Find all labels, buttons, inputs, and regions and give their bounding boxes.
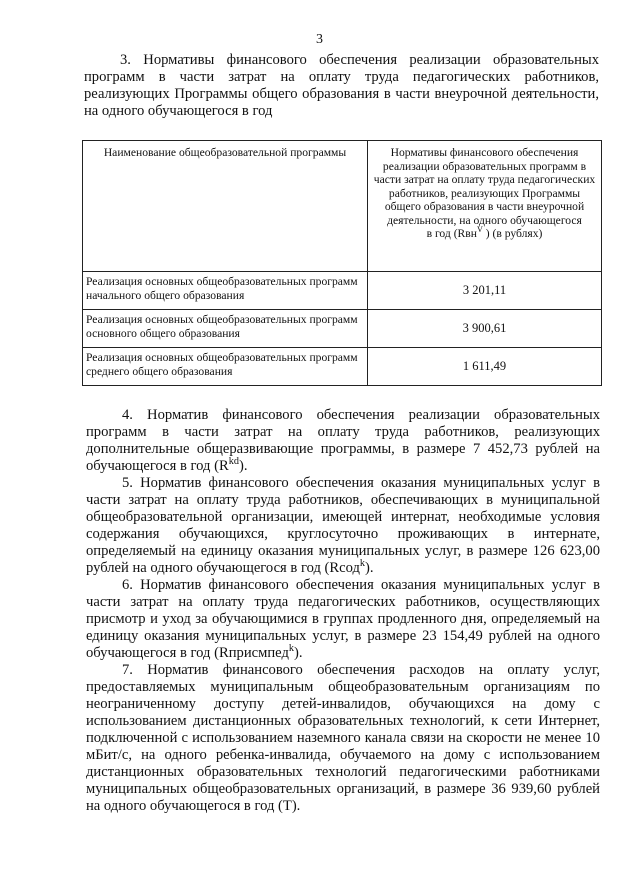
header-norms	[368, 141, 602, 272]
body-text	[86, 407, 600, 815]
row-program-name: Реализация основных общеобразовательных программ основного общего образования	[83, 310, 368, 348]
paragraph-5-tail: ).	[365, 560, 374, 576]
paragraph-7	[86, 662, 600, 815]
row-program-name: Реализация основных общеобразовательных программ начального общего образования	[83, 272, 368, 310]
header-norms-text: Нормативы финансового обеспечения реализации образовательных программ в части затрат на оплату труда педагогических работников, реализующих Программы общего образования в части внеурочной деятельности, на одного обучающегося	[373, 146, 596, 227]
paragraph-7-text: 7. Норматив финансового обеспечения расходов на оплату услуг, предоставляемых муниципальным общеобразовательным организациям по неограниченному доступу детей-инвалидов, обучающихся на дому с использованием дистанционных образовательных технологий, к сети Интернет, подключенной с использованием наземного канала связи на скорости не менее 10 мБит/с, на одного ребенка-инвалида, обучаемого на дому с использованием дистанционных образовательных технологий педагогическими работниками муниципальных общеобразовательных организаций, в размере 36 939,60 рублей на одного обучающегося в год (Т).	[86, 662, 600, 814]
table-row	[83, 310, 602, 348]
table-header-row	[83, 141, 602, 272]
paragraph-6	[86, 577, 600, 662]
paragraph-6-text: 6. Норматив финансового обеспечения оказания муниципальных услуг в части затрат на оплату труда педагогических работников, осуществляющих присмотр и уход за обучающимися в группах продленного дня, определяемый на единицу оказания муниципальных услуг, в размере 23 154,49 рублей на одного обучающегося в год (Rприсмпед	[86, 577, 600, 661]
section-3-text: 3. Нормативы финансового обеспечения реализации образовательных программ в части затрат на оплату труда педагогических работников, реализующих Программы общего образования в части внеурочной деятельности, на одного обучающегося в год	[84, 52, 599, 119]
header-unit-post: ) (в рублях)	[482, 227, 543, 240]
header-program-name: Наименование общеобразовательной программы	[83, 141, 368, 272]
norms-table	[82, 140, 602, 386]
paragraph-6-sup: k	[288, 643, 294, 655]
paragraph-4-sup: kd	[228, 456, 239, 468]
section-3-heading	[84, 52, 599, 120]
paragraph-6-tail: ).	[293, 645, 303, 661]
row-value: 3 900,61	[368, 310, 602, 348]
paragraph-4-text: 4. Норматив финансового обеспечения реализации образовательных программ в части затрат на оплату труда работников, реализующих дополнительные общеразвивающие программы, в размере 7 452,73 рублей на обучающегося в год (R	[86, 407, 600, 474]
paragraph-5-text: 5. Норматив финансового обеспечения оказания муниципальных услуг в части затрат на оплату труда работников, обеспечивающих в муниципальной общеобразовательной организации, имеющей интернат, необходимые условия содержания обучающихся, круглосуточно проживающих в интернате, определяемый на единицу оказания муниципальных услуг, в размере 126 623,00 рублей на одного обучающегося в год (Rсод	[86, 475, 600, 576]
row-value: 1 611,49	[368, 348, 602, 386]
row-program-name: Реализация основных общеобразовательных программ среднего общего образования	[83, 348, 368, 386]
paragraph-4	[86, 407, 600, 475]
table-row	[83, 272, 602, 310]
header-unit-sup: V	[476, 225, 483, 235]
paragraph-4-tail: ).	[238, 458, 248, 474]
row-value: 3 201,11	[368, 272, 602, 310]
header-unit-pre: в год (Rвн	[426, 227, 477, 240]
table-row	[83, 348, 602, 386]
paragraph-5	[86, 475, 600, 577]
page-number: 3	[316, 32, 323, 47]
paragraph-5-sup: k	[359, 558, 366, 570]
